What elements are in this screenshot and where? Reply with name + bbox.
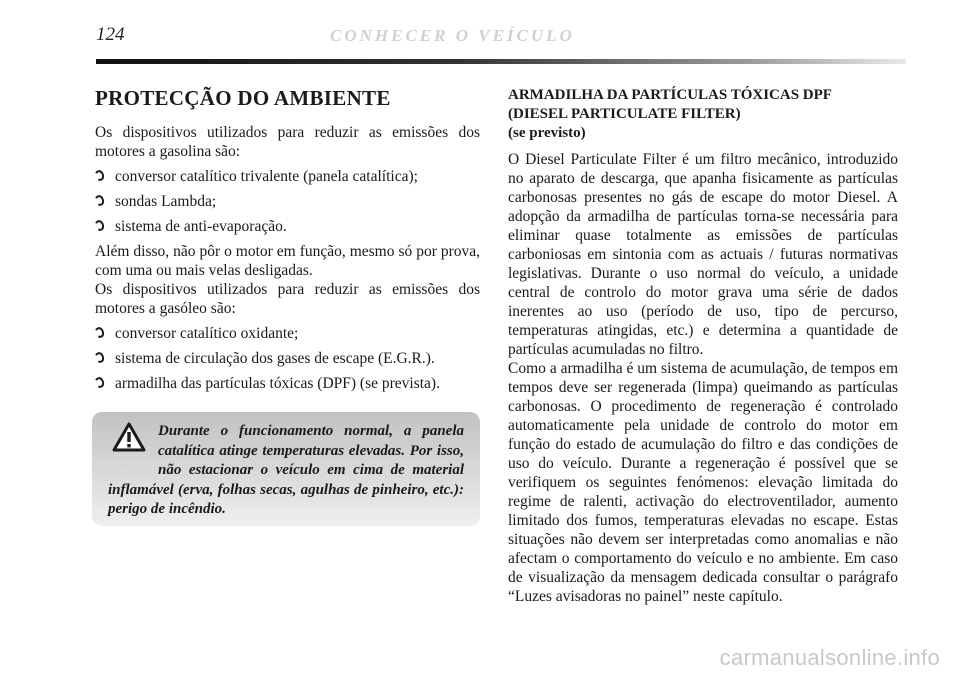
- list-item: conversor catalítico trivalente (panela catalítica);: [95, 167, 480, 186]
- bullet-icon: [93, 169, 105, 182]
- list-item: conversor catalítico oxidante;: [95, 324, 480, 343]
- spark-plug-note: Além disso, não pôr o motor em função, mesmo só por prova, com uma ou mais velas desligadas.: [95, 243, 480, 279]
- bullet-icon: [93, 376, 105, 389]
- left-column: [95, 86, 480, 399]
- bullet-icon: [93, 326, 105, 339]
- diesel-device-list: [95, 324, 480, 393]
- running-title: CONHECER O VEÍCULO: [330, 26, 575, 45]
- list-item: sistema de circulação dos gases de escape (E.G.R.).: [95, 349, 480, 368]
- diesel-intro: Os dispositivos utilizados para reduzir as emissões dos motores a gasóleo são:: [95, 281, 480, 317]
- warning-box: [92, 412, 480, 526]
- page-header: [0, 0, 960, 70]
- right-column: [508, 86, 898, 606]
- bullet-icon: [93, 194, 105, 207]
- list-item: armadilha das partículas tóxicas (DPF) (se prevista).: [95, 374, 480, 393]
- dpf-heading-line2: (DIESEL PARTICULATE FILTER): [508, 106, 741, 122]
- dpf-heading-line3: (se previsto): [508, 125, 586, 141]
- dpf-paragraph-2: Como a armadilha é um sistema de acumulação, de tempos em tempos deve ser regenerada (limpa) queimando as partículas carbonosas. O procedimento de regeneração é controlado automaticamente pela unidade de controlo do motor em função do estado de acumulação do filtro e das condições de uso do veículo. Durante a regeneração é possível que se verifiquem os seguintes fenómenos: elevação limitada do regime de ralenti, activação do electroventilador, aumento limitado dos fumos, temperaturas elevadas no escape. Estas situações não devem ser interpretadas como anomalias e não afectam o comportamento do veículo e no ambiente. Em caso de visualização da mensagem dedicada consultar o parágrafo “Luzes avisadoras no painel” neste capítulo.: [508, 360, 898, 605]
- header-rule: [96, 59, 906, 64]
- list-item: sistema de anti-evaporação.: [95, 217, 480, 236]
- bullet-icon: [93, 219, 105, 232]
- list-item: sondas Lambda;: [95, 192, 480, 211]
- section-heading: PROTECÇÃO DO AMBIENTE: [95, 86, 391, 110]
- bullet-icon: [93, 351, 105, 364]
- petrol-device-list: [95, 167, 480, 236]
- watermark: carmanualsonline.info: [719, 645, 940, 670]
- dpf-paragraph-1: O Diesel Particulate Filter é um filtro mecânico, introduzido no aparato de descarga, que apanha fisicamente as partículas carbonosas presentes no gás de escape do motor Diesel. A adopção da armadilha de partículas torna-se necessária para eliminar quase totalmente as emissões de partículas carboniosas em sintonia com as actuais / futuras normativas legislativas. Durante o uso normal do veículo, a unidade central de controlo do motor grava uma série de dados inerentes ao uso (período de uso, tipo de percurso, temperaturas atingidas, etc.) e determina a quantidade de partículas acumuladas no filtro.: [508, 151, 898, 358]
- dpf-heading-line1: ARMADILHA DA PARTÍCULAS TÓXICAS DPF: [508, 87, 832, 103]
- page-number: 124: [96, 24, 125, 45]
- petrol-intro: Os dispositivos utilizados para reduzir as emissões dos motores a gasolina são:: [95, 124, 480, 160]
- warning-text: Durante o funcionamento normal, a panela catalítica atinge temperaturas elevadas. Por isso, não estacionar o veículo em cima de material inflamável (erva, folhas secas, agulhas de pinheiro, etc.): perigo de incêndio.: [108, 423, 464, 517]
